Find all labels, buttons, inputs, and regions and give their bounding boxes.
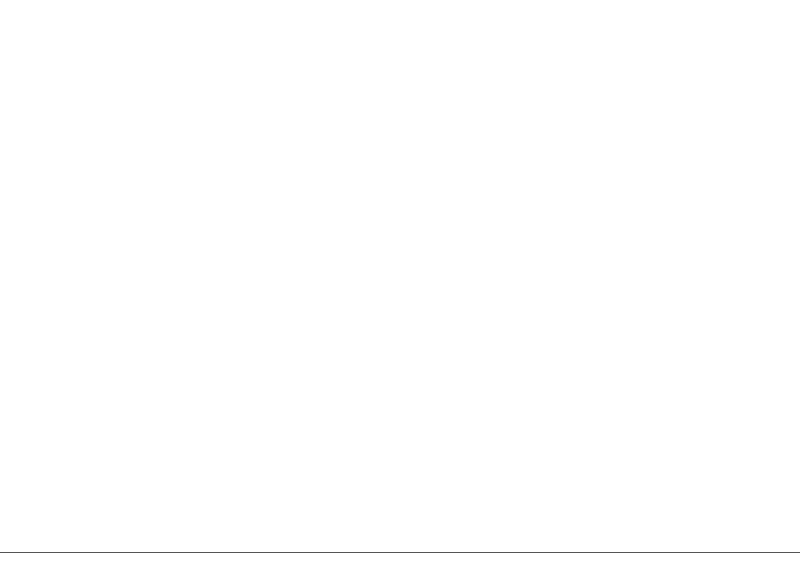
- bottom-divider: [0, 552, 800, 553]
